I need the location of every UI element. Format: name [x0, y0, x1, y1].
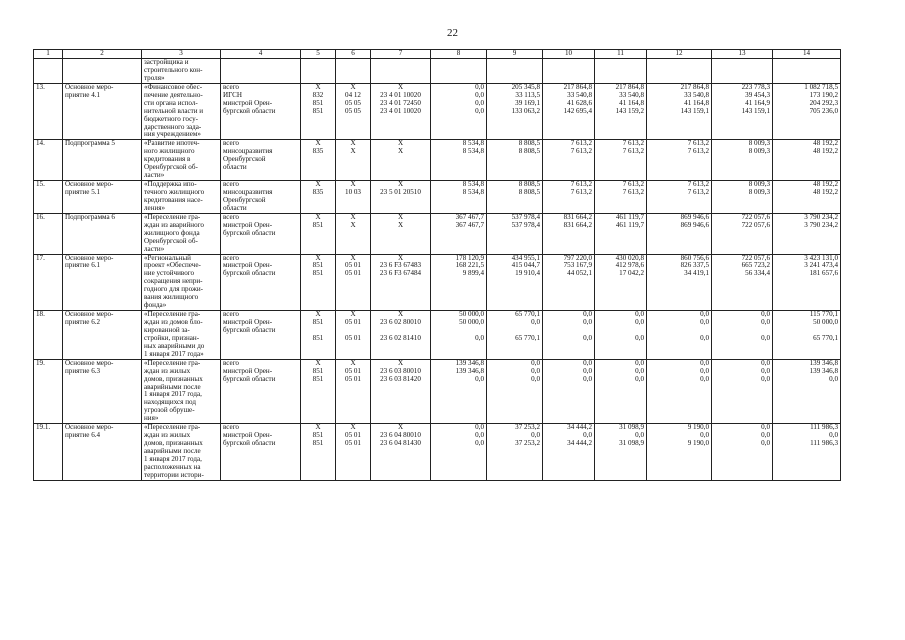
value-col-13: 722 057,6 665 723,2 56 334,4 [712, 254, 773, 311]
value-col-8: 8 534,8 8 534,8 [431, 140, 487, 181]
value-col-8: 0,0 0,0 0,0 0,0 [431, 83, 487, 140]
value-col-11: 461 119,7 461 119,7 [595, 213, 647, 254]
column-header: 13 [712, 50, 773, 59]
column-header: 4 [221, 50, 301, 59]
value-col-10: 7 613,2 7 613,2 [543, 181, 595, 214]
table-row [34, 254, 841, 311]
grbs-code: X 851 851 [301, 254, 336, 311]
measure-description: «Переселение гра- ждан из аварийного жилищного фонда Оренбургской об- ласти» [142, 213, 221, 254]
measure-name: Основное меро- приятие 5.1 [63, 181, 142, 214]
value-col-8: 50 000,0 50 000,0 0,0 [431, 311, 487, 360]
value-col-8 [431, 59, 487, 84]
measure-description: «Развитие ипотеч- ного жилищного кредитования в Оренбургской об- ласти» [142, 140, 221, 181]
column-header: 5 [301, 50, 336, 59]
value-col-8: 178 120,9 168 221,5 9 899,4 [431, 254, 487, 311]
table-row [34, 59, 841, 84]
executor: всего минсоцразвития Оренбургской области [221, 140, 301, 181]
column-header: 11 [595, 50, 647, 59]
column-header: 3 [142, 50, 221, 59]
table-row [34, 140, 841, 181]
value-col-12: 7 613,2 7 613,2 [647, 140, 712, 181]
executor: всего минстрой Орен- бургской области [221, 311, 301, 360]
measure-name: Основное меро- приятие 6.4 [63, 424, 142, 481]
column-header: 14 [773, 50, 841, 59]
column-header: 10 [543, 50, 595, 59]
page-number: 22 [447, 27, 458, 39]
target-article-code: X 23 6 03 80010 23 6 03 81420 [371, 359, 431, 424]
value-col-8: 0,0 0,0 0,0 [431, 424, 487, 481]
target-article-code: X 23 6 02 80010 23 6 02 81410 [371, 311, 431, 360]
measure-description: «Поддержка ипо- течного жилищного кредитования насе- ления» [142, 181, 221, 214]
executor: всего минстрой Орен- бургской области [221, 213, 301, 254]
value-col-10: 797 220,0 753 167,9 44 052,1 [543, 254, 595, 311]
grbs-code: X 832 851 851 [301, 83, 336, 140]
measure-name: Подпрограмма 5 [63, 140, 142, 181]
value-col-13: 0,0 0,0 0,0 [712, 424, 773, 481]
value-col-10 [543, 59, 595, 84]
measure-name: Основное меро- приятие 4.1 [63, 83, 142, 140]
target-article-code: X 23 6 04 80010 23 6 04 81430 [371, 424, 431, 481]
target-article-code: X X [371, 213, 431, 254]
column-header: 9 [487, 50, 543, 59]
column-header: 7 [371, 50, 431, 59]
value-col-10: 34 444,2 0,0 34 444,2 [543, 424, 595, 481]
value-col-13: 223 778,3 39 454,3 41 164,9 143 159,1 [712, 83, 773, 140]
program-funding-table [33, 49, 841, 481]
value-col-13: 0,0 0,0 0,0 [712, 311, 773, 360]
grbs-code: X 835 [301, 181, 336, 214]
column-header: 1 [34, 50, 63, 59]
measure-description: «Переселение гра- ждан из жилых домов, признанных аварийными после 1 января 2017 года, находящихся под угрозой обруше- ния» [142, 359, 221, 424]
value-col-8: 8 534,8 8 534,8 [431, 181, 487, 214]
executor: всего ИГСН минстрой Орен- бургской области [221, 83, 301, 140]
executor [221, 59, 301, 84]
value-col-9: 205 345,8 33 113,5 39 169,1 133 063,2 [487, 83, 543, 140]
row-number: 19.1. [34, 424, 63, 481]
value-col-13: 722 057,6 722 057,6 [712, 213, 773, 254]
value-col-9: 8 808,5 8 808,5 [487, 140, 543, 181]
header-row [34, 50, 841, 59]
value-col-12: 217 864,8 33 540,8 41 164,8 143 159,1 [647, 83, 712, 140]
grbs-code: X 851 [301, 213, 336, 254]
value-col-12: 9 190,0 0,0 9 190,0 [647, 424, 712, 481]
target-article-code [371, 59, 431, 84]
value-col-11: 7 613,2 7 613,2 [595, 140, 647, 181]
value-col-12 [647, 59, 712, 84]
value-col-11: 430 020,8 412 978,6 17 042,2 [595, 254, 647, 311]
section-code: X 04 12 05 05 05 05 [336, 83, 371, 140]
table-row [34, 424, 841, 481]
value-col-12: 860 756,6 826 337,5 34 419,1 [647, 254, 712, 311]
row-number: 19. [34, 359, 63, 424]
value-col-11: 0,0 0,0 0,0 [595, 311, 647, 360]
value-col-14 [773, 59, 841, 84]
column-header: 6 [336, 50, 371, 59]
grbs-code [301, 59, 336, 84]
grbs-code: X 835 [301, 140, 336, 181]
value-col-9: 37 253,2 0,0 37 253,2 [487, 424, 543, 481]
value-col-11 [595, 59, 647, 84]
executor: всего минстрой Орен- бургской области [221, 359, 301, 424]
table-row [34, 213, 841, 254]
value-col-10: 831 664,2 831 664,2 [543, 213, 595, 254]
value-col-14: 1 082 718,5 173 190,2 204 292,3 705 236,0 [773, 83, 841, 140]
measure-name: Основное меро- приятие 6.2 [63, 311, 142, 360]
value-col-14: 3 790 234,2 3 790 234,2 [773, 213, 841, 254]
section-code: X 05 01 05 01 [336, 254, 371, 311]
value-col-9: 0,0 0,0 0,0 [487, 359, 543, 424]
measure-name [63, 59, 142, 84]
value-col-14: 48 192,2 48 192,2 [773, 140, 841, 181]
measure-name: Основное меро- приятие 6.1 [63, 254, 142, 311]
value-col-14: 111 986,3 0,0 111 986,3 [773, 424, 841, 481]
value-col-11: 0,0 0,0 0,0 [595, 359, 647, 424]
value-col-14: 115 770,1 50 000,0 65 770,1 [773, 311, 841, 360]
section-code: X 05 01 05 01 [336, 311, 371, 360]
measure-description: «Переселение гра- ждан из жилых домов, признанных аварийными после 1 января 2017 года, расположенных на территории истори- [142, 424, 221, 481]
measure-description: застройщика и строительного кон- троля» [142, 59, 221, 84]
value-col-13 [712, 59, 773, 84]
measure-name: Подпрограмма 6 [63, 213, 142, 254]
table-row [34, 359, 841, 424]
value-col-10: 7 613,2 7 613,2 [543, 140, 595, 181]
value-col-12: 7 613,2 7 613,2 [647, 181, 712, 214]
value-col-9 [487, 59, 543, 84]
value-col-13: 0,0 0,0 0,0 [712, 359, 773, 424]
value-col-13: 8 009,3 8 009,3 [712, 140, 773, 181]
target-article-code: X 23 4 01 10020 23 4 01 72450 23 4 01 10020 [371, 83, 431, 140]
value-col-9: 537 978,4 537 978,4 [487, 213, 543, 254]
value-col-9: 8 808,5 8 808,5 [487, 181, 543, 214]
row-number: 15. [34, 181, 63, 214]
value-col-14: 139 346,8 139 346,8 0,0 [773, 359, 841, 424]
value-col-11: 7 613,2 7 613,2 [595, 181, 647, 214]
target-article-code: X 23 5 01 20510 [371, 181, 431, 214]
value-col-9: 65 770,1 0,0 65 770,1 [487, 311, 543, 360]
row-number: 18. [34, 311, 63, 360]
grbs-code: X 851 851 [301, 424, 336, 481]
column-header: 8 [431, 50, 487, 59]
table-row [34, 181, 841, 214]
value-col-14: 3 423 131,0 3 241 473,4 181 657,6 [773, 254, 841, 311]
grbs-code: X 851 851 [301, 311, 336, 360]
value-col-13: 8 009,3 8 009,3 [712, 181, 773, 214]
target-article-code: X 23 6 F3 67483 23 6 F3 67484 [371, 254, 431, 311]
executor: всего минсоцразвития Оренбургской области [221, 181, 301, 214]
table-row [34, 311, 841, 360]
value-col-12: 0,0 0,0 0,0 [647, 359, 712, 424]
section-code: X 05 01 05 01 [336, 424, 371, 481]
row-number: 16. [34, 213, 63, 254]
table-row [34, 83, 841, 140]
row-number: 14. [34, 140, 63, 181]
row-number: 13. [34, 83, 63, 140]
section-code: X X [336, 140, 371, 181]
value-col-11: 31 098,9 0,0 31 098,9 [595, 424, 647, 481]
executor: всего минстрой Орен- бургской области [221, 424, 301, 481]
executor: всего минстрой Орен- бургской области [221, 254, 301, 311]
measure-description: «Региональный проект «Обеспече- ние устойчивого сокращения непри- годного для прожи- вания жилищного фонда» [142, 254, 221, 311]
row-number [34, 59, 63, 84]
section-code [336, 59, 371, 84]
value-col-11: 217 864,8 33 540,8 41 164,8 143 159,2 [595, 83, 647, 140]
column-header: 12 [647, 50, 712, 59]
value-col-10: 0,0 0,0 0,0 [543, 311, 595, 360]
measure-description: «Финансовое обес- печение деятельно- сти органа испол- нительной власти и бюджетного госу- дарственного зада- ния учреждением» [142, 83, 221, 140]
value-col-8: 367 467,7 367 467,7 [431, 213, 487, 254]
section-code: X 05 01 05 01 [336, 359, 371, 424]
target-article-code: X X [371, 140, 431, 181]
row-number: 17. [34, 254, 63, 311]
value-col-12: 869 946,6 869 946,6 [647, 213, 712, 254]
value-col-10: 217 864,8 33 540,8 41 628,6 142 695,4 [543, 83, 595, 140]
value-col-8: 139 346,8 139 346,8 0,0 [431, 359, 487, 424]
measure-name: Основное меро- приятие 6.3 [63, 359, 142, 424]
measure-description: «Переселение гра- ждан из домов бло- кированной за- стройки, признан- ных аварийными до 1 января 2017 года» [142, 311, 221, 360]
section-code: X 10 03 [336, 181, 371, 214]
value-col-9: 434 955,1 415 044,7 19 910,4 [487, 254, 543, 311]
grbs-code: X 851 851 [301, 359, 336, 424]
value-col-10: 0,0 0,0 0,0 [543, 359, 595, 424]
column-header: 2 [63, 50, 142, 59]
section-code: X X [336, 213, 371, 254]
value-col-14: 48 192,2 48 192,2 [773, 181, 841, 214]
value-col-12: 0,0 0,0 0,0 [647, 311, 712, 360]
